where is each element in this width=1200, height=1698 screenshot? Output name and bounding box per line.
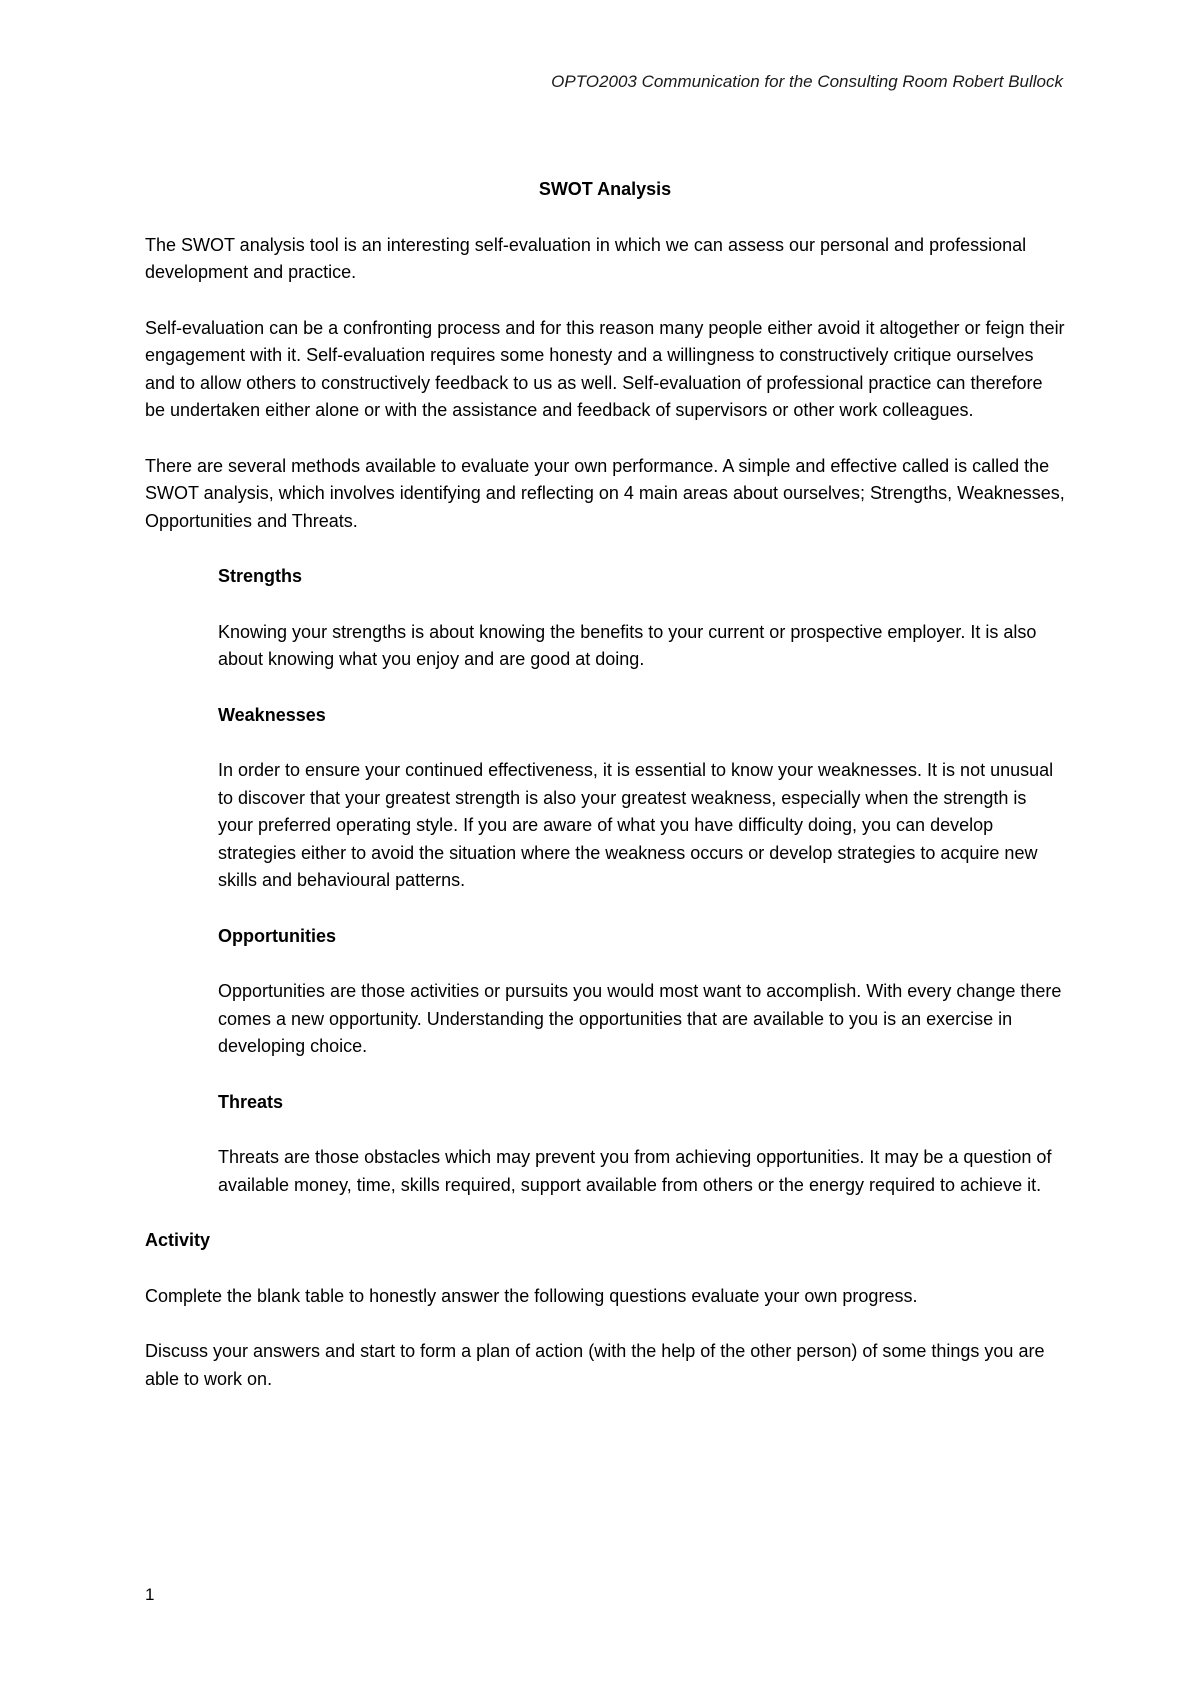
- page-number: 1: [145, 1585, 155, 1604]
- section-heading: Weaknesses: [218, 704, 326, 725]
- section-weaknesses: [218, 702, 1065, 895]
- section-threats: [218, 1089, 1065, 1200]
- section-strengths: [218, 563, 1065, 674]
- section-heading: Strengths: [218, 566, 303, 586]
- section-text: Knowing your strengths is about knowing the benefits to your current or prospective employer. It is also about knowing what you enjoy and are good at doing.: [218, 621, 1037, 669]
- intro-paragraph: The SWOT analysis tool is an interesting self-evaluation in which we can assess our personal and professional development and practice.: [145, 234, 1027, 282]
- intro-paragraph: Self-evaluation can be a confronting process and for this reason many people either avoid it altogether or feign their engagement with it. Self-evaluation requires some honesty and a willingness to constructively critique ourselves and to allow others to constructively feedback to us as well. Self-evaluation of professional practice can therefore be undertaken either alone or with the assistance and feedback of supervisors or other work colleagues.: [145, 317, 1065, 420]
- activity-heading: Activity: [145, 1230, 211, 1250]
- activity-paragraph: Complete the blank table to honestly answer the following questions evaluate your own progress.: [145, 1285, 918, 1306]
- document-title: SWOT Analysis: [538, 179, 672, 199]
- activity-paragraph: Discuss your answers and start to form a plan of action (with the help of the other person) of some things you are able to work on.: [145, 1341, 1045, 1389]
- intro-paragraph: There are several methods available to evaluate your own performance. A simple and effective called is called the SWOT analysis, which involves identifying and reflecting on 4 main areas about ourselves; Strengths, Weaknesses, Opportunities and Threats.: [145, 455, 1065, 531]
- section-heading: Opportunities: [218, 925, 336, 946]
- section-text: Opportunities are those activities or pursuits you would most want to accomplish. With every change there comes a new opportunity. Understanding the opportunities that are available to you is an exercise in developing choice.: [218, 981, 1062, 1056]
- section-text: Threats are those obstacles which may prevent you from achieving opportunities. It may be a question of available money, time, skills required, support available from others or the energy required to achieve it.: [218, 1147, 1052, 1195]
- document-body: [145, 176, 1065, 1421]
- running-header: OPTO2003 Communication for the Consulting Room Robert Bullock: [551, 72, 1063, 91]
- section-opportunities: [218, 923, 1065, 1061]
- section-heading: Threats: [218, 1091, 284, 1112]
- section-text: In order to ensure your continued effectiveness, it is essential to know your weaknesses. It is not unusual to discover that your greatest strength is also your greatest weakness, especially when the strength is your preferred operating style. If you are aware of what you have difficulty doing, you can develop strategies either to avoid the situation where the weakness occurs or develop strategies to acquire new skills and behavioural patterns.: [218, 760, 1054, 890]
